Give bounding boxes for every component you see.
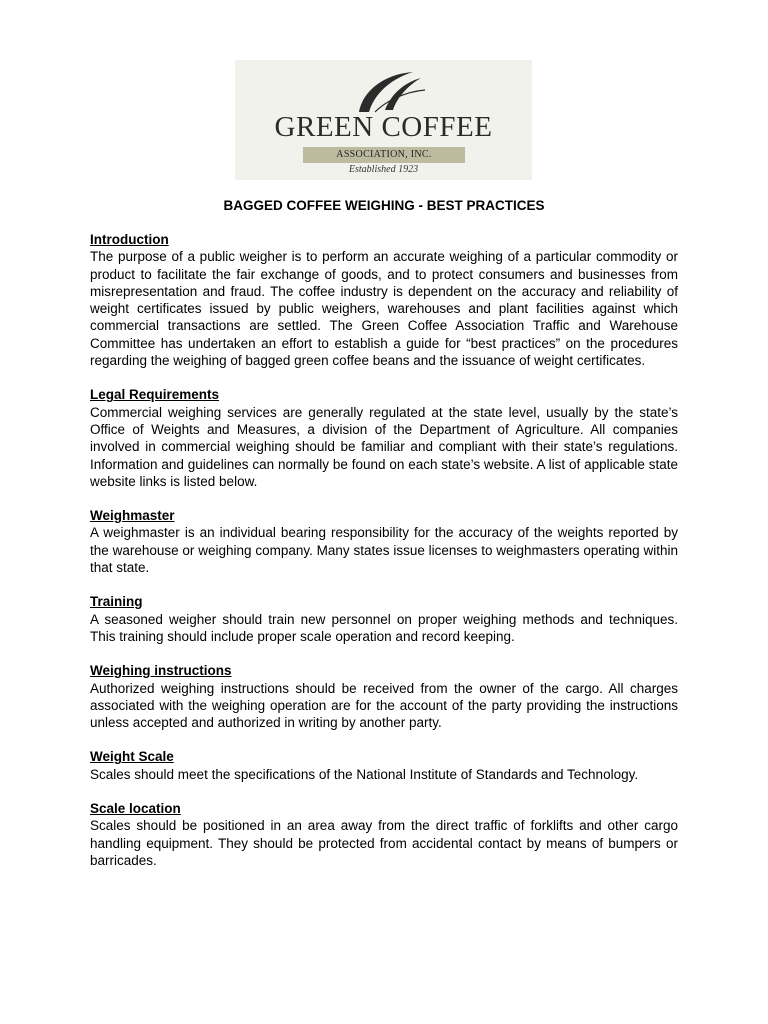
section-body: Scales should be positioned in an area away from the direct traffic of forklifts and other cargo handling equipment. They should be protected from accidental contact by means of bumpers or barricades. [90, 818, 678, 868]
section-body: A weighmaster is an individual bearing responsibility for the accuracy of the weights reported by the warehouse or weighing company. Many states issue licenses to weighmasters operating within that state. [90, 525, 678, 576]
section-heading: Legal Requirements [90, 387, 220, 403]
green-coffee-logo [235, 60, 532, 180]
section-body: A seasoned weigher should train new personnel on proper weighing methods and techniques. This training should include proper scale operation and record keeping. [90, 611, 678, 644]
logo-established-label: Established 1923 [348, 164, 419, 175]
section-heading: Weight Scale [90, 749, 174, 765]
section-body: The purpose of a public weigher is to perform an accurate weighing of a particular commodity or product to facilitate the fair exchange of goods, and to protect consumers and businesses from misrepresentation and fraud. The coffee industry is dependent on the accuracy and reliability of weight certificates issued by public weighers, warehouses and plant facilities against which commercial transactions are settled. The Green Coffee Association Traffic and Warehouse Committee has undertaken an effort to establish a guide for “best practices” on the procedures regarding the weighing of bagged green coffee beans and the issuance of weight certificates. [90, 249, 678, 369]
logo-association-label: ASSOCIATION, INC. [303, 147, 465, 163]
section-introduction [90, 231, 678, 369]
section-weighing-instructions [90, 662, 678, 731]
section-legal-requirements [90, 386, 678, 490]
section-heading: Introduction [90, 232, 169, 247]
section-heading: Scale location [90, 801, 181, 817]
section-weight-scale [90, 748, 678, 783]
section-training [90, 593, 678, 645]
section-scale-location [90, 800, 678, 869]
section-body: Commercial weighing services are generally regulated at the state level, usually by the state’s Office of Weights and Measures, a division of the Department of Agriculture. All companies involved in commercial weighing should be familiar and compliant with their state’s regulations. Information and guidelines can normally be found on each state’s website. A list of applicable state website links is listed below. [90, 404, 678, 489]
section-body: Authorized weighing instructions should be received from the owner of the cargo. All charges associated with the weighing operation are for the account of the party providing the instructions unless accepted and authorized in writing by another party. [90, 680, 678, 731]
document-title: BAGGED COFFEE WEIGHING - BEST PRACTICES [223, 198, 545, 213]
document-body [90, 231, 678, 886]
section-heading: Weighing instructions [90, 663, 232, 679]
section-heading: Weighmaster [90, 508, 175, 524]
section-heading: Training [90, 594, 143, 610]
section-weighmaster [90, 507, 678, 576]
section-body: Scales should meet the specifications of the National Institute of Standards and Technology. [90, 766, 639, 782]
logo-brand-name: GREEN COFFEE [274, 111, 493, 143]
